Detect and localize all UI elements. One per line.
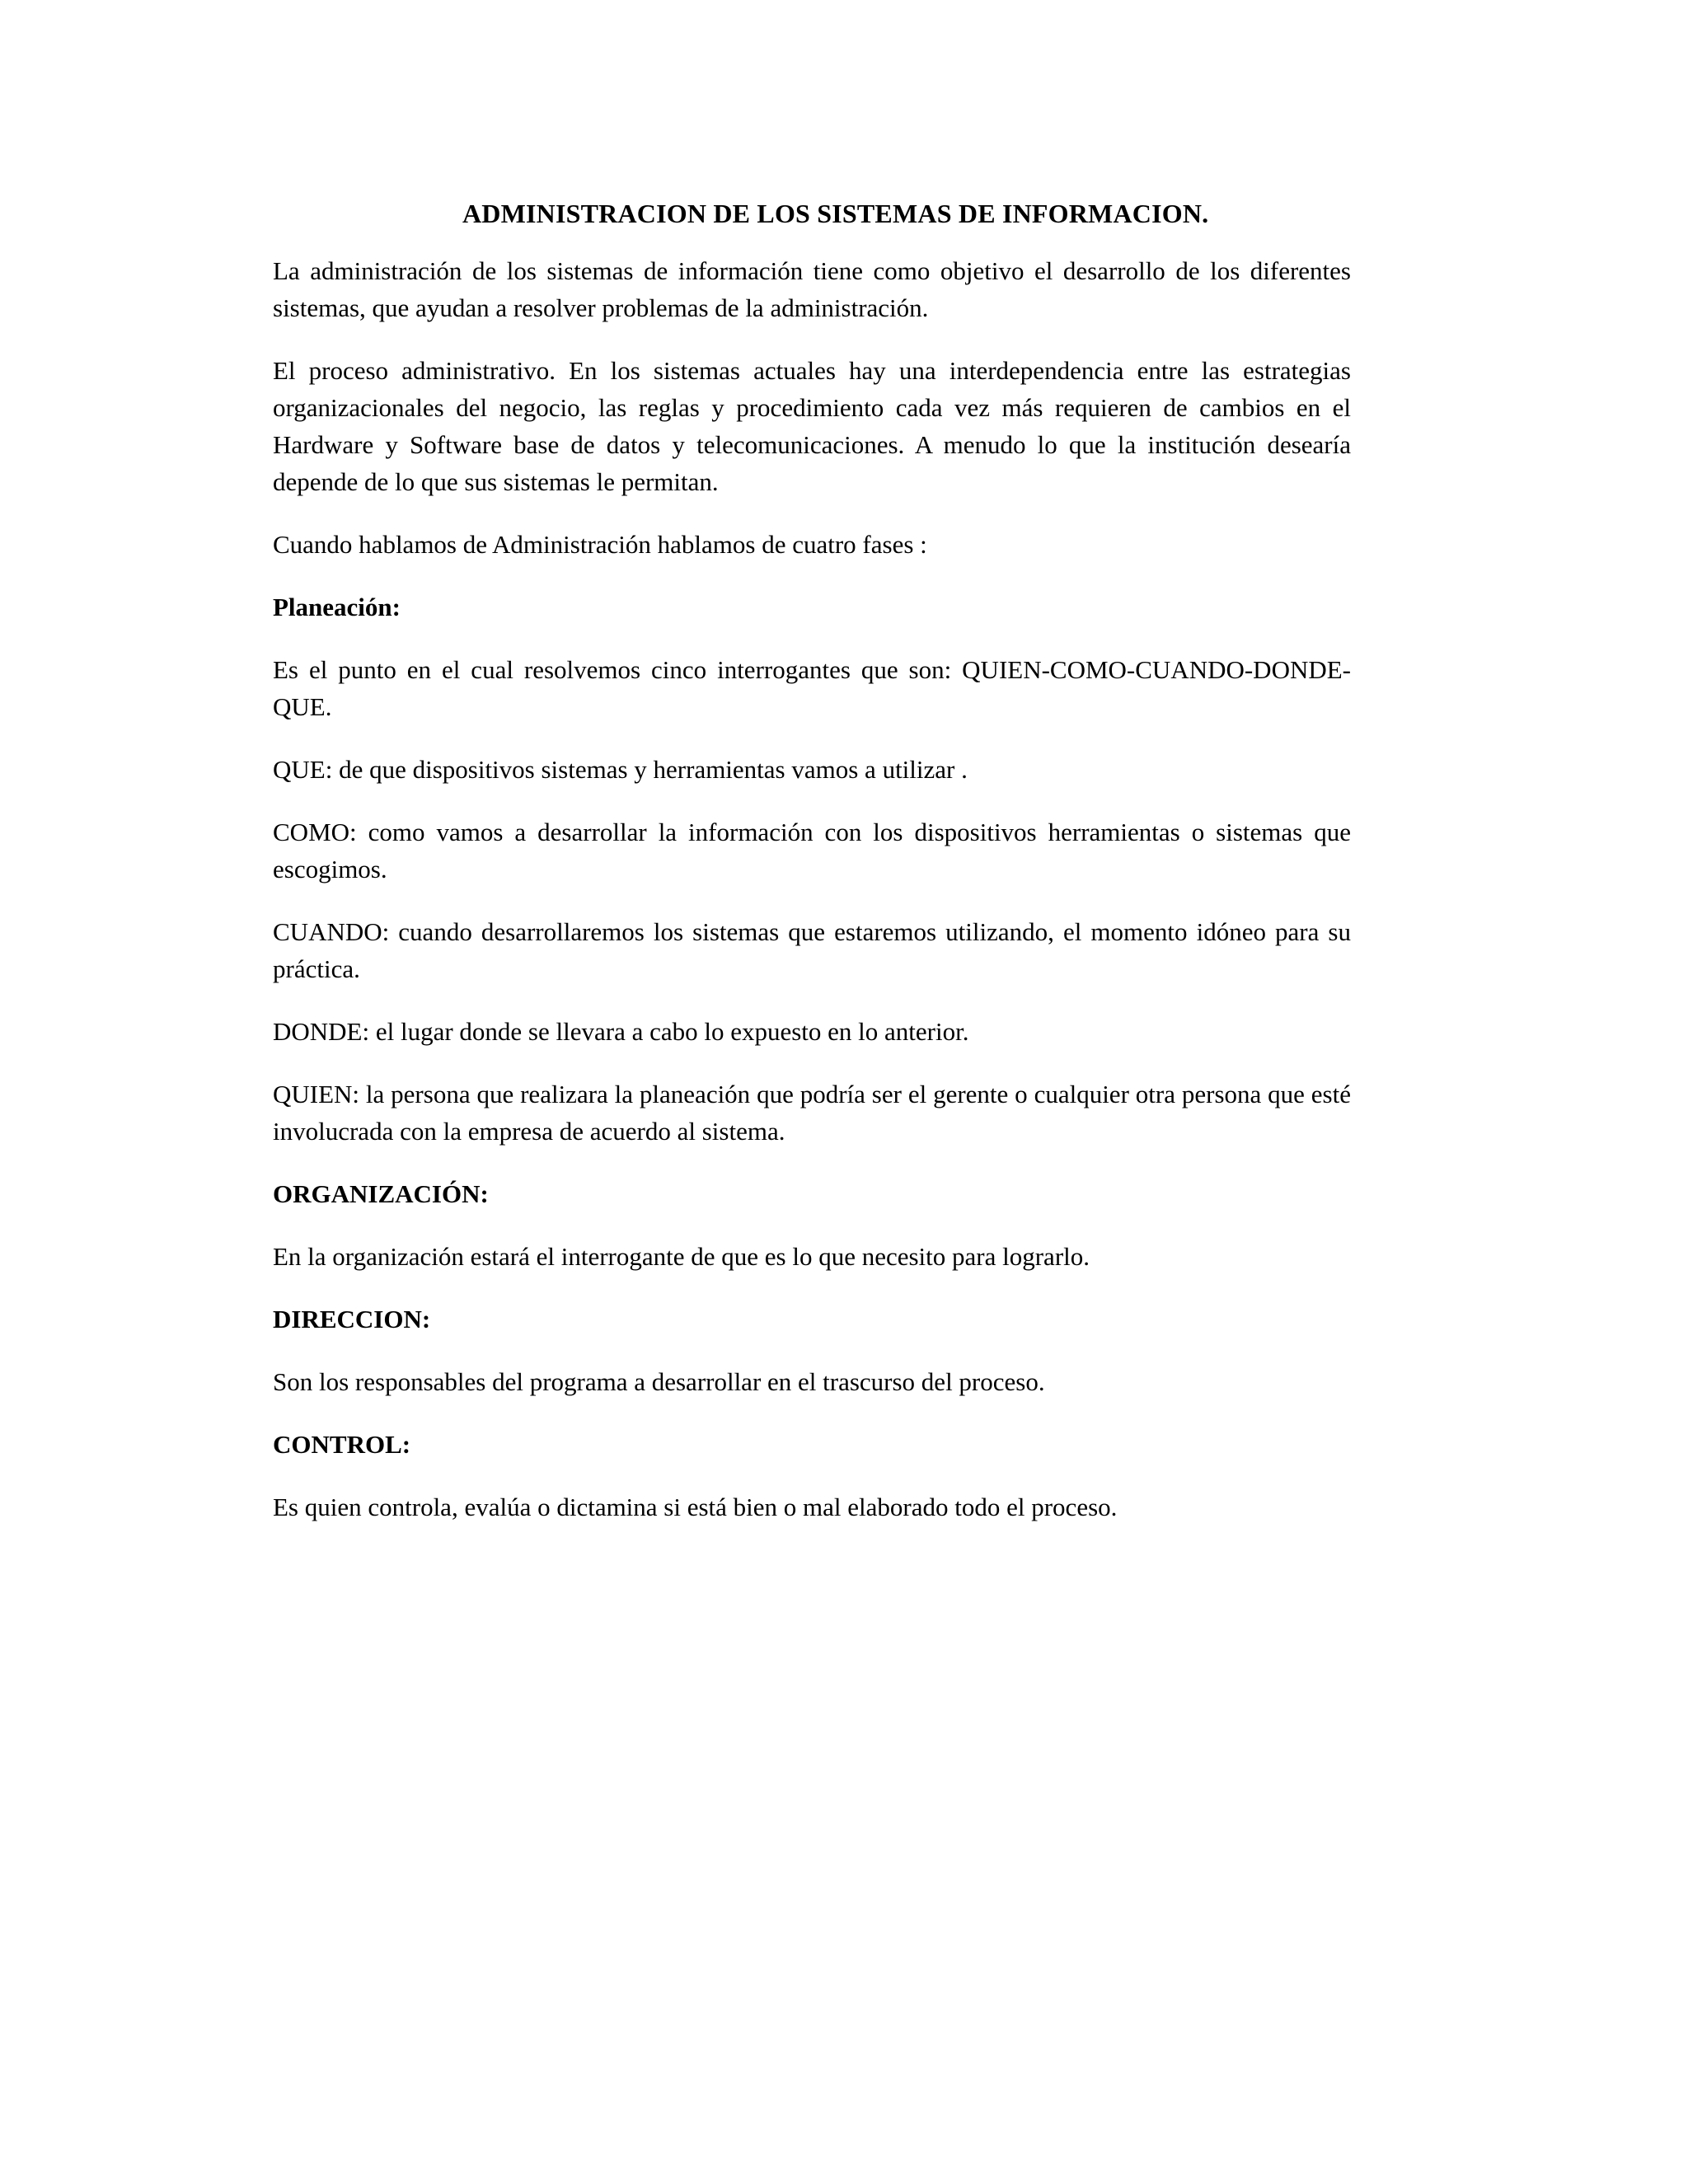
- control-paragraph: Es quien controla, evalúa o dictamina si está bien o mal elaborado todo el proceso.: [273, 1493, 1118, 1521]
- planeacion-heading: Planeación:: [273, 593, 401, 621]
- direccion-paragraph: Son los responsables del programa a desarrollar en el trascurso del proceso.: [273, 1367, 1045, 1396]
- cuando-paragraph: CUANDO: cuando desarrollaremos los sistemas que estaremos utilizando, el momento idóneo para su práctica.: [273, 917, 1351, 983]
- control-heading: CONTROL:: [273, 1430, 411, 1459]
- quien-paragraph: QUIEN: la persona que realizara la planeación que podría ser el gerente o cualquier otra persona que esté involucrada con la empresa de acuerdo al sistema.: [273, 1080, 1351, 1146]
- direccion-heading: DIRECCION:: [273, 1305, 431, 1333]
- como-paragraph: COMO: como vamos a desarrollar la información con los dispositivos herramientas o sistemas que escogimos.: [273, 818, 1351, 883]
- proceso-paragraph: El proceso administrativo. En los sistemas actuales hay una interdependencia entre las estrategias organizacionales del negocio, las reglas y procedimiento cada vez más requieren de cambios en el Hardware y Software base de datos y telecomunicaciones. A menudo lo que la institución desearía depende de lo que sus sistemas le permitan.: [273, 356, 1351, 496]
- organizacion-heading: ORGANIZACIÓN:: [273, 1179, 489, 1208]
- planeacion-paragraph: Es el punto en el cual resolvemos cinco interrogantes que son: QUIEN-COMO-CUANDO-DONDE-QUE.: [273, 655, 1351, 721]
- document-title: ADMINISTRACION DE LOS SISTEMAS DE INFORMACION.: [462, 199, 1209, 228]
- organizacion-paragraph: En la organización estará el interrogante de que es lo que necesito para lograrlo.: [273, 1242, 1090, 1271]
- donde-paragraph: DONDE: el lugar donde se llevara a cabo lo expuesto en lo anterior.: [273, 1017, 969, 1046]
- document-body: [273, 194, 1351, 1551]
- que-paragraph: QUE: de que dispositivos sistemas y herramientas vamos a utilizar .: [273, 755, 968, 784]
- fases-intro-paragraph: Cuando hablamos de Administración hablamos de cuatro fases :: [273, 530, 927, 559]
- intro-paragraph: La administración de los sistemas de información tiene como objetivo el desarrollo de los diferentes sistemas, que ayudan a resolver problemas de la administración.: [273, 256, 1351, 322]
